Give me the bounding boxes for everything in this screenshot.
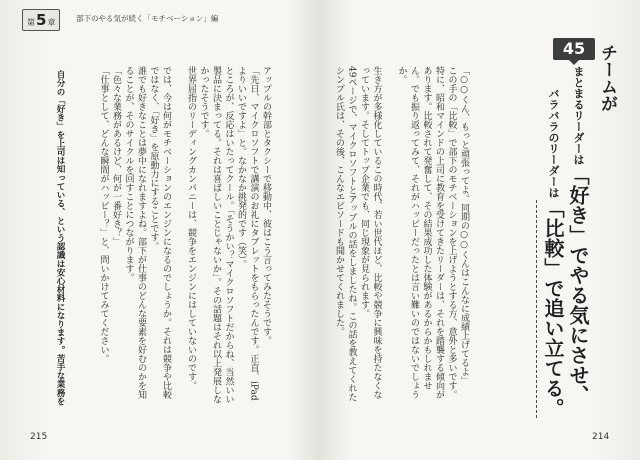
- right-page-body: [333, 66, 471, 406]
- paragraph: 特に、昭和マインドの上司に教育を受けてきたリーダーは、それを踏襲する傾向があります。比較されて発奮して、その結果成功した体験があるからかもしれません。でも振り返ってみて、それがハッピーだったとは言い難いのではないでしょうか。: [396, 66, 444, 399]
- paragraph: 「○○くん、もっと頑張ってよ。同期の○○くんはこんなに成績上げてるよ」: [459, 66, 469, 385]
- paragraph: ところが、反応はいたってクール。「そうかい？マイクロソフトだからね、当然いい製品に決まってる。それは喜ばしいことじゃないか」。その話題はそれ以上発展しなかったそうです。: [198, 66, 234, 404]
- chapter-title: 部下のやる気が続く「モチベーション」編: [76, 14, 219, 23]
- paragraph: 生き方が多様化しているこの時代、若い世代ほど、比較や競争に興味を持たなくなっています。そしてトップ企業でも、同じ現象が見られます。: [359, 66, 382, 399]
- heading-line-2-main: 「好き」でやる気にさせ、: [566, 165, 590, 405]
- chapter-suffix: 章: [47, 18, 56, 27]
- text-section: [185, 66, 273, 406]
- page-number-right: 214: [592, 432, 610, 442]
- heading-line-1: チームが: [597, 44, 617, 112]
- heading-line-3-lead: バラバラのリーダーは: [547, 88, 560, 198]
- text-section: [395, 66, 470, 406]
- heading-dashed-rule: [536, 200, 537, 418]
- text-section: [97, 66, 172, 406]
- paragraph: この手の「比較」で部下のモチベーションを上げようとする方、意外と多いです。: [446, 66, 457, 399]
- chapter-number: 5: [36, 11, 47, 29]
- paragraph: 49ページで、マイクロソフトとアップルの話をしましたね。この話を教えてくれたシンプル氏は、その後、こんなエピソードも聞かせてくれました。: [334, 66, 357, 402]
- left-page-emphasis: 自分の「好き」を上司は知っている、という認識は安心材料になります。苦手な業務を: [55, 70, 65, 406]
- left-page-body: [97, 66, 272, 406]
- badge-pointer-icon: [569, 60, 579, 65]
- paragraph: 「先日、マイクロソフトで講演のお礼にタブレットをもらったんです。正直、iPadよりいいですよ」と。なかなか挑発的です（笑）。: [236, 66, 259, 401]
- chapter-prefix: 第: [27, 18, 35, 27]
- paragraph: 「仕事として、どんな瞬間がハッピー？」と、問いかけてみてください。: [98, 66, 109, 363]
- heading-line-3-main: 「比較」で追い立てる。: [541, 198, 565, 418]
- section-number-badge: 45: [553, 38, 595, 60]
- paragraph: 「色々な業務があるけど、何が一番好き？」: [111, 66, 121, 246]
- paragraph: アップルの幹部とタクシーで移動中、彼はこう言ってみたそうです。: [261, 66, 271, 345]
- paragraph: 誰でも好きなことは夢中になれますよね。部下が仕事のどんな要素を好むのかを知ることが、そのサイクルを回すことにつながります。: [123, 66, 146, 399]
- paragraph: では、今は何がモチベーションのエンジンになるのでしょうか。それは競争や比較ではなく、「好き」を原動力にすることです。: [148, 66, 171, 399]
- chapter-label: [22, 9, 60, 31]
- heading-line-2-lead: まとまるリーダーは: [572, 66, 585, 165]
- paragraph: 世界屈指のリーディングカンパニーは、競争をエンジンにはしていないのです。: [186, 66, 196, 390]
- heading-line-3: [541, 88, 565, 418]
- heading-line-2: [566, 66, 590, 405]
- text-section: [333, 66, 383, 406]
- page-number-left: 215: [30, 432, 48, 442]
